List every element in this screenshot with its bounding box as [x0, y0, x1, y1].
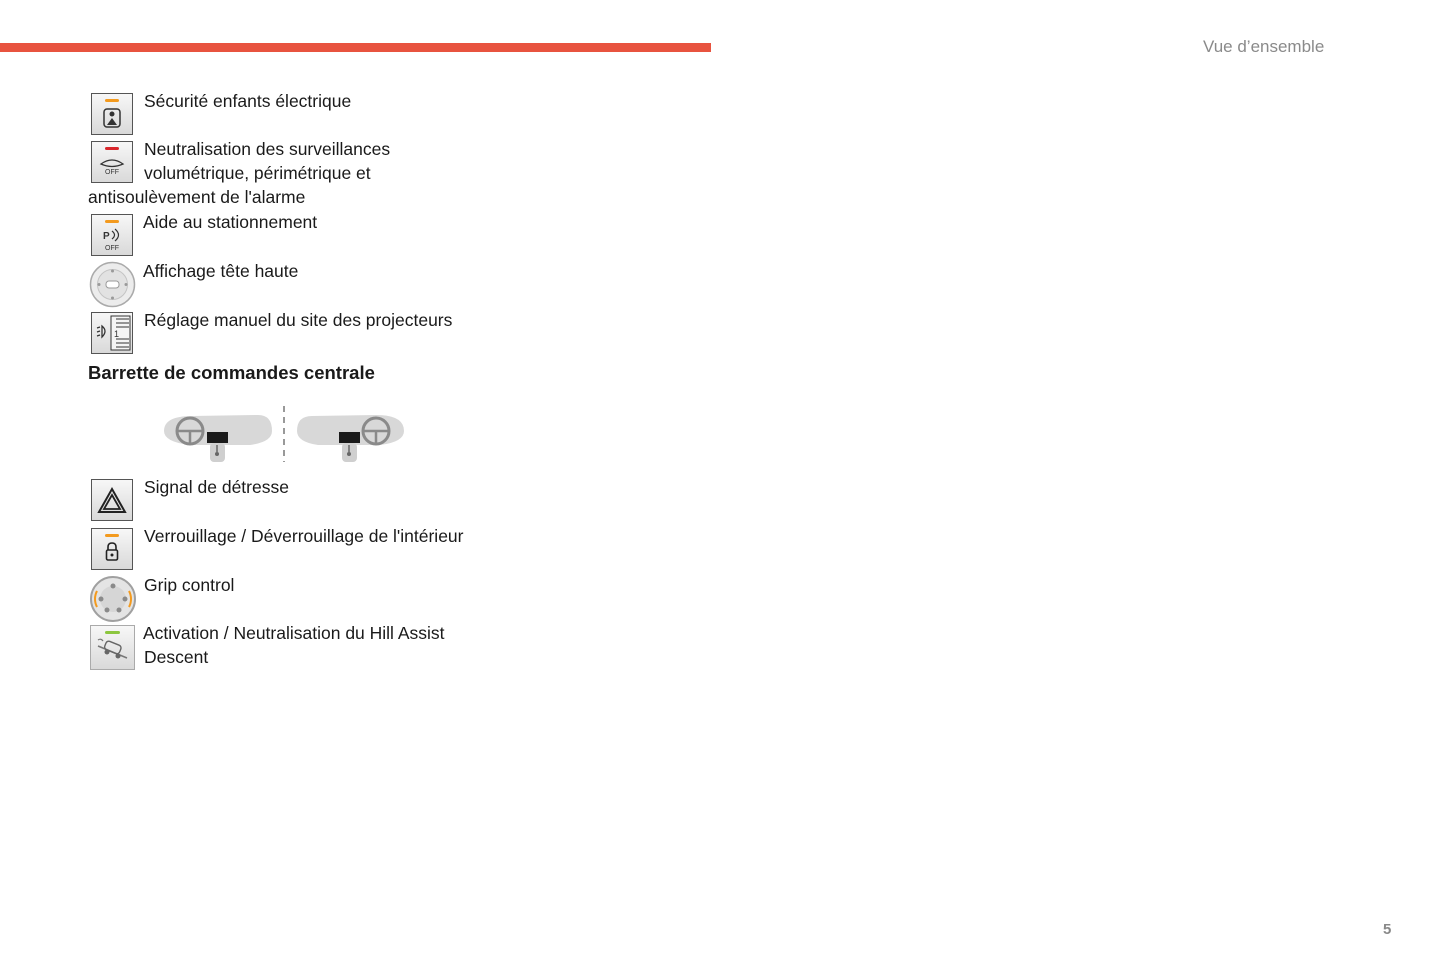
- svg-text:OFF: OFF: [105, 245, 119, 252]
- head-up-display-dial-icon: [89, 261, 136, 308]
- section-title: Vue d’ensemble: [1203, 37, 1325, 56]
- hill-assist-descent-icon: [90, 625, 135, 670]
- hazard-warning-icon: [91, 479, 133, 521]
- alarm-label-line-3: antisoulèvement de l'alarme: [88, 187, 306, 207]
- parking-aid-label: Aide au stationnement: [143, 212, 318, 232]
- child-lock-icon: [91, 93, 133, 135]
- central-controls-heading: Barrette de commandes centrale: [88, 362, 375, 383]
- child-lock-label: Sécurité enfants électrique: [144, 91, 352, 111]
- hill-assist-label-line-1: Activation / Neutralisation du Hill Assist: [143, 623, 445, 643]
- central-lock-icon: [91, 528, 133, 570]
- headlamp-adjust-icon: [91, 312, 133, 354]
- hill-assist-label: [143, 621, 445, 669]
- dashboard-location-diagram: [162, 404, 407, 464]
- hazard-label: Signal de détresse: [144, 477, 289, 497]
- hud-label: Affichage tête haute: [143, 261, 299, 281]
- svg-text:OFF: OFF: [105, 169, 119, 176]
- svg-text:1: 1: [114, 329, 120, 339]
- header-accent-bar: [0, 43, 711, 52]
- grip-control-label: Grip control: [144, 575, 235, 595]
- alarm-label-line-1: Neutralisation des surveillances: [144, 139, 391, 159]
- headlamp-label: Réglage manuel du site des projecteurs: [144, 310, 453, 330]
- central-lock-label: Verrouillage / Déverrouillage de l'intérieur: [144, 526, 464, 546]
- grip-control-dial-icon: [89, 575, 137, 623]
- parking-sensor-off-icon: [91, 214, 133, 256]
- hill-assist-label-line-2: Descent: [144, 647, 209, 667]
- alarm-off-icon: [91, 141, 133, 183]
- alarm-label-line-2: volumétrique, périmétrique et: [144, 163, 371, 183]
- svg-text:P: P: [103, 231, 110, 242]
- page-number: 5: [1383, 921, 1392, 938]
